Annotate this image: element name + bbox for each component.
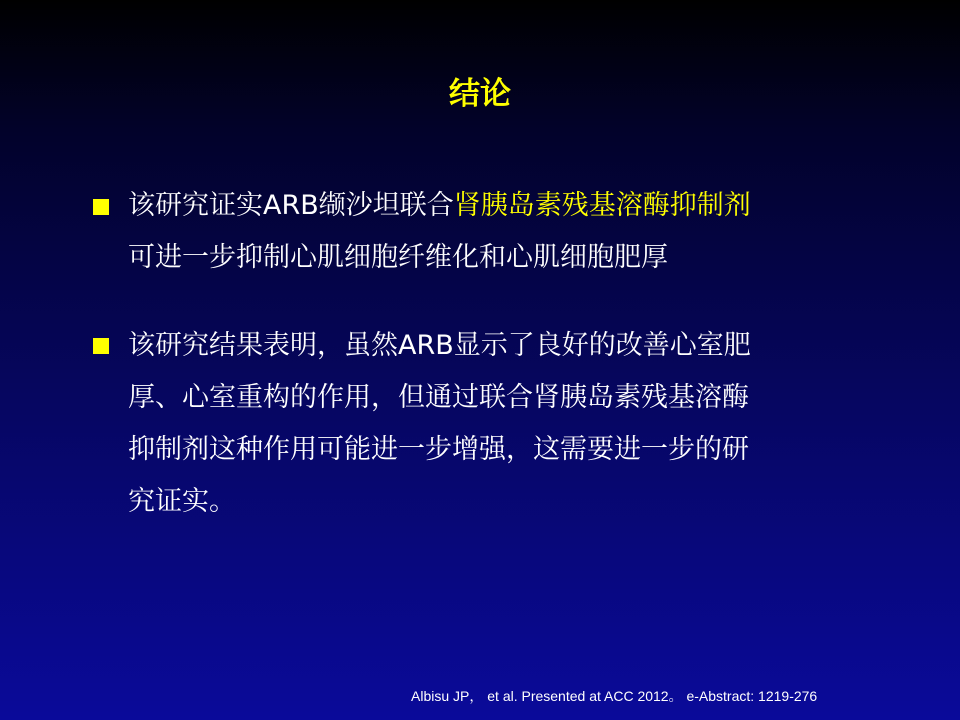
bullet-2-line-3: 抑制剂这种作用可能进一步增强，这需要进一步的研 <box>128 434 749 465</box>
bullet-1-line-2: 可进一步抑制心肌细胞纤维化和心肌细胞肥厚 <box>128 242 668 273</box>
bullet-2-line-4: 究证实。 <box>128 486 236 517</box>
bullet-marker-2 <box>93 338 109 354</box>
bullet-2-line-1: 该研究结果表明，虽然ARB显示了良好的改善心室肥 <box>128 330 751 361</box>
bullet-1-line-1-text: 该研究证实ARB缬沙坦联合 <box>128 190 454 221</box>
citation-footer: Albisu JP， et al. Presented at ACC 2012。 e-Abstract: 1219-276 <box>411 688 818 704</box>
slide-title: 结论 <box>449 76 511 112</box>
bullet-1-highlight: 肾胰岛素残基溶酶抑制剂 <box>453 190 751 221</box>
bullet-marker-1 <box>93 199 109 215</box>
bullet-2-line-2: 厚、心室重构的作用，但通过联合肾胰岛素残基溶酶 <box>128 382 749 413</box>
bullet-1-line-1 <box>128 180 888 232</box>
bullet-text-1 <box>128 180 888 284</box>
bullet-text-2 <box>128 320 888 528</box>
